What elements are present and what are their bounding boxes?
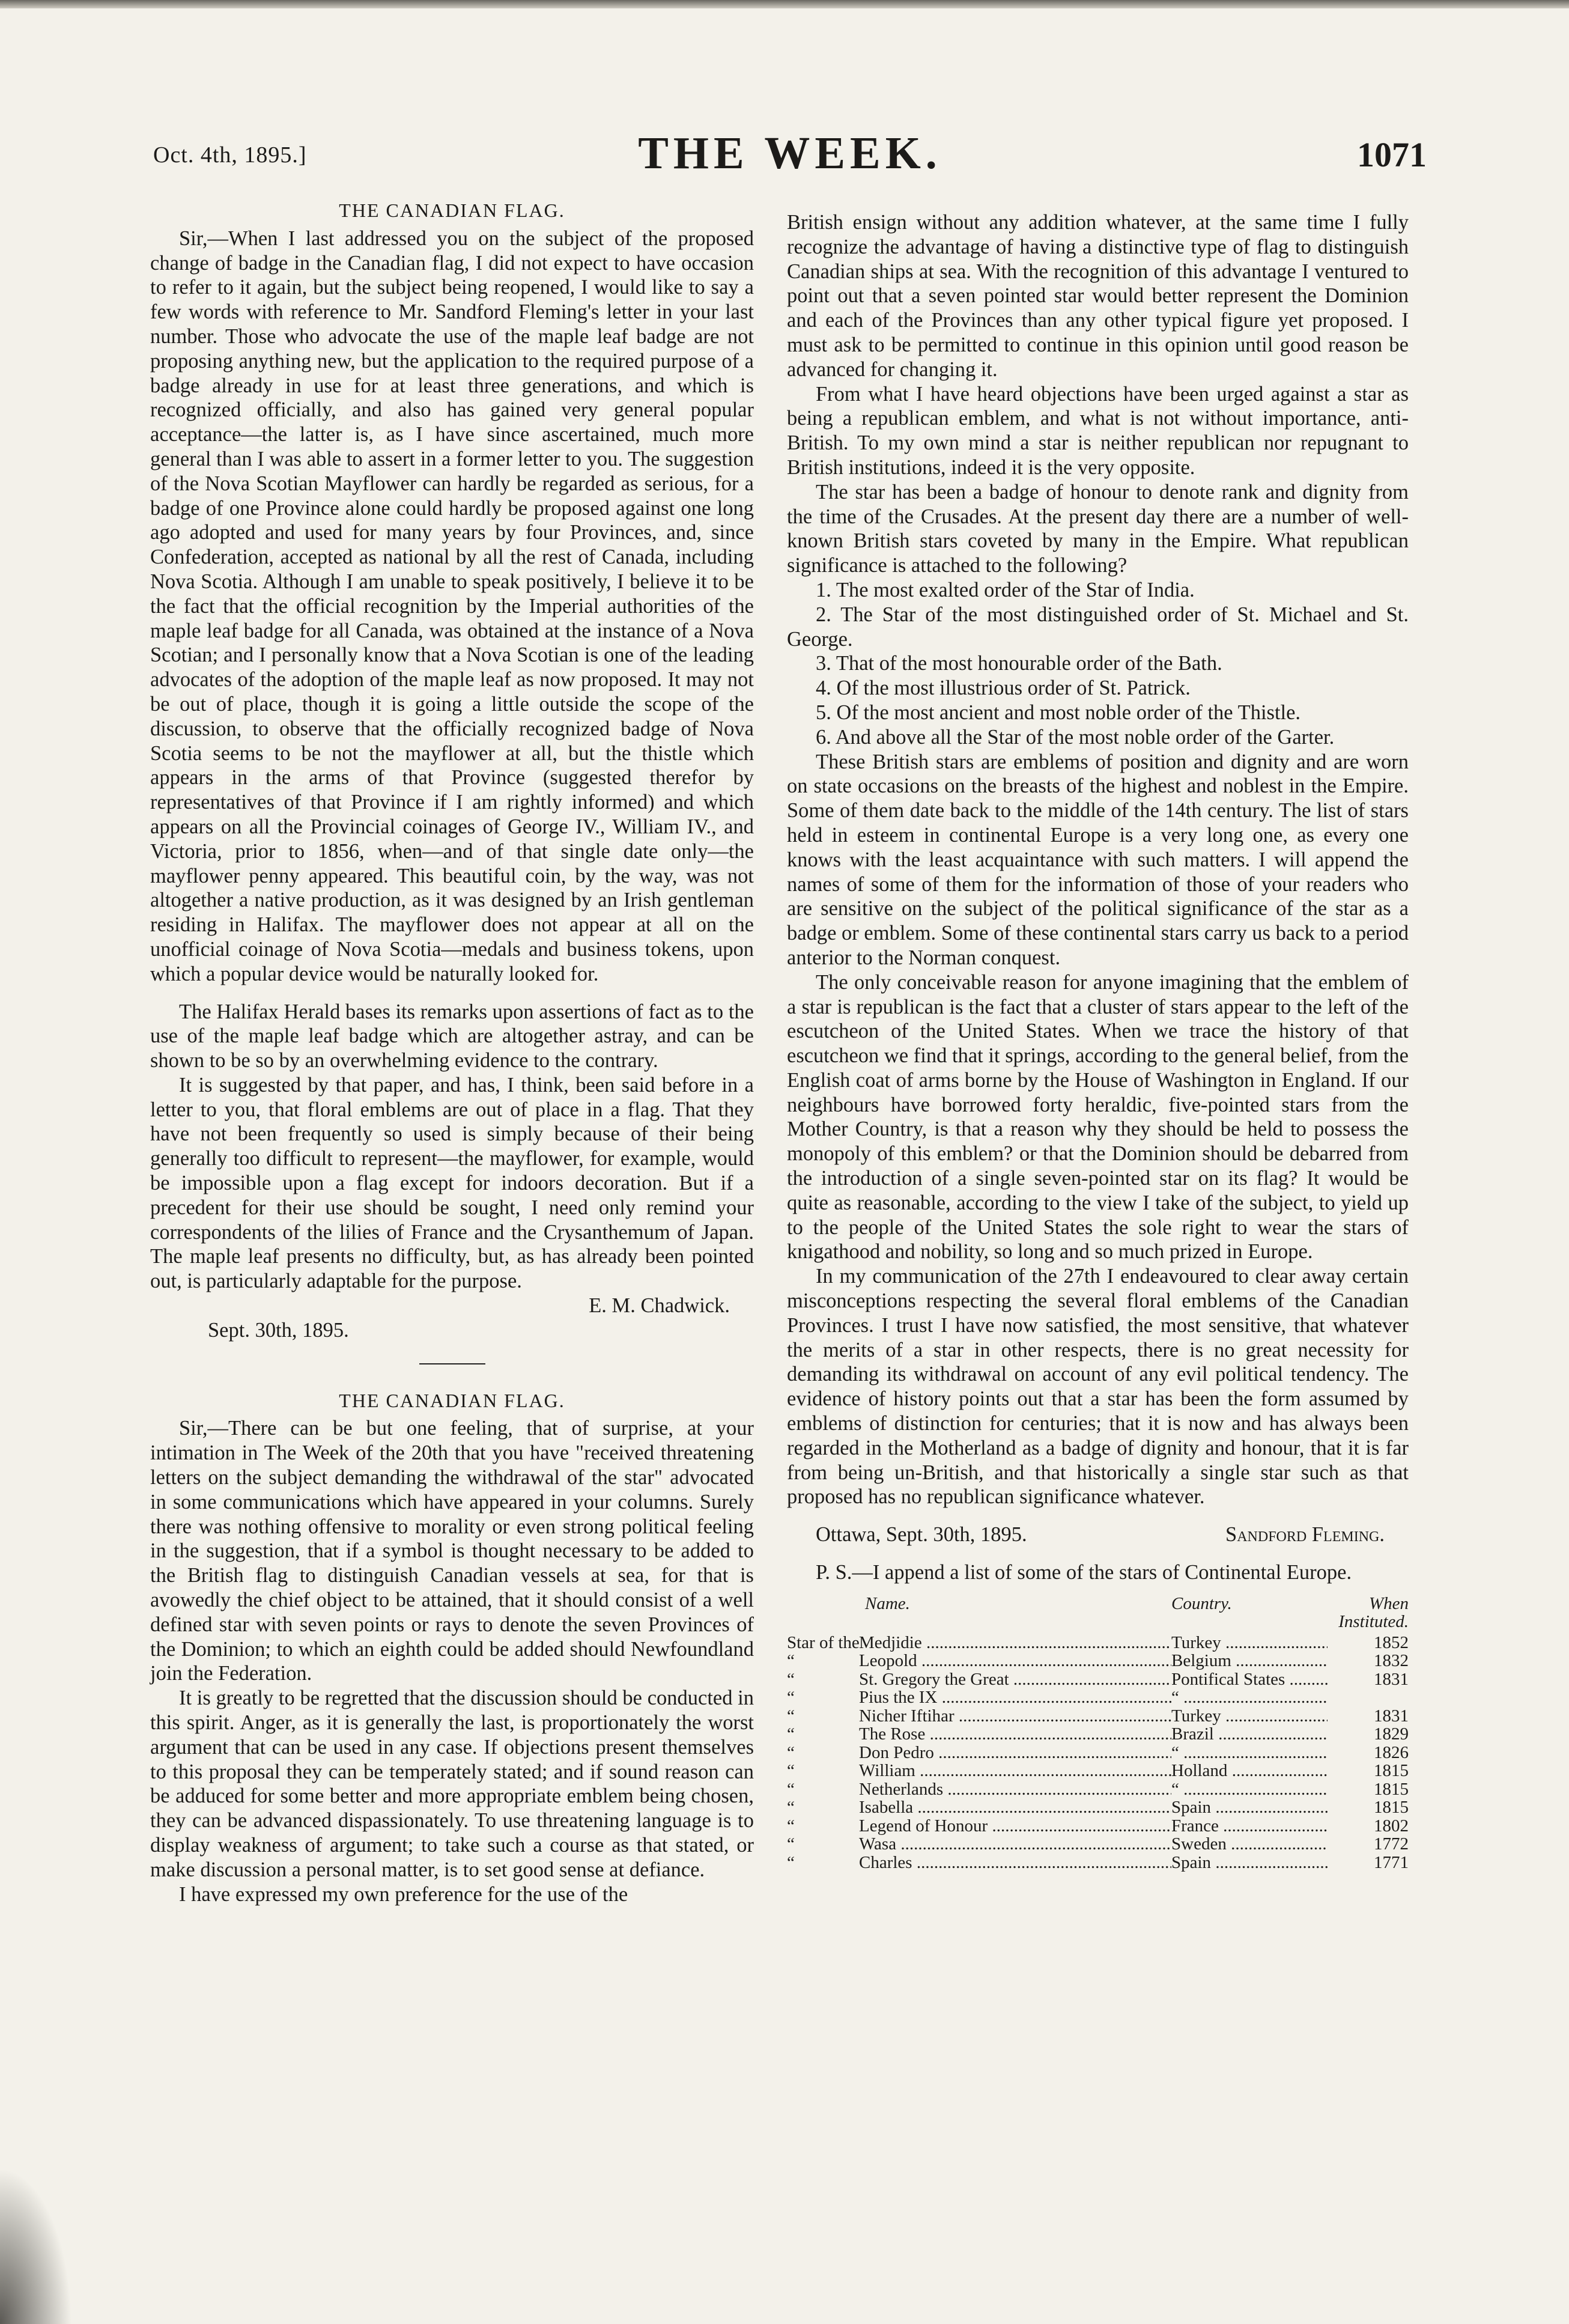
star-year: 1831 bbox=[1374, 1706, 1409, 1726]
star-year: 1832 bbox=[1374, 1651, 1409, 1671]
body-paragraph: The only conceivable reason for anyone imagining that the emblem of a star is republican is the fact that a cluster of stars appear to the left of the escutcheon of the United States. When we trace the history of that escutcheon we find that it springs, according to the general belief, from the English coat of arms borne by the House of Washington in England. If our neighbours have borrowed forty heraldic, five-pointed stars from the Mother Country, is that a reason why they should be held to possess the monopoly of this emblem? or that the Dominion should be debarred from the introduction of a single seven-pointed star on its flag? It would be quite as reasonable, according to the view I take of the subject, to yield up to the people of the United States the sole right to wear the stars of knigathood and nobility, so long and so much prized in Europe. bbox=[787, 970, 1409, 1264]
star-prefix: “ bbox=[787, 1688, 795, 1708]
star-name: Leopold ..... bbox=[859, 1652, 1171, 1670]
header-country: Country. bbox=[1171, 1593, 1232, 1613]
star-country: Brazil ..... bbox=[1171, 1725, 1328, 1744]
star-prefix: “ bbox=[787, 1779, 795, 1799]
star-name: William ..... bbox=[859, 1762, 1171, 1780]
star-year: 1815 bbox=[1374, 1798, 1409, 1818]
star-country: Turkey ..... bbox=[1171, 1707, 1328, 1726]
star-year: 1815 bbox=[1374, 1761, 1409, 1781]
body-paragraph: In my communication of the 27th I endeavoured to clear away certain misconceptions respecting the several floral emblems of the Canadian Provinces. I trust I have now satisfied, the most sensitive, that whatever the merits of a star in other respects, there is no great necessity for demanding its withdrawal on account of any evil political tendency. The evidence of history points out that a star has been the form assumed by emblems of distinction for centuries; that it is now and has always been regarded in the Motherland as a badge of dignity and honour, that it is far from being un-British, and that historically a single star such as that proposed has no republican significance whatever. bbox=[787, 1265, 1409, 1509]
star-prefix: “ bbox=[787, 1761, 795, 1781]
star-year: 1772 bbox=[1374, 1834, 1409, 1854]
star-year: 1826 bbox=[1374, 1742, 1409, 1762]
order-item: 1. The most exalted order of the Star of India. bbox=[816, 578, 1195, 601]
letter1-heading: THE CANADIAN FLAG. bbox=[339, 199, 565, 221]
star-country: “ ..... bbox=[1171, 1780, 1328, 1799]
table-row bbox=[787, 1744, 1409, 1762]
star-prefix: “ bbox=[787, 1724, 795, 1744]
star-country: Holland ..... bbox=[1171, 1762, 1328, 1780]
table-row bbox=[787, 1762, 1409, 1780]
star-name: Wasa ..... bbox=[859, 1835, 1171, 1854]
star-year: 1771 bbox=[1374, 1852, 1409, 1872]
table-row bbox=[787, 1652, 1409, 1670]
star-year bbox=[1328, 1688, 1409, 1707]
letter2-signature-line bbox=[787, 1522, 1409, 1547]
star-country: Spain ..... bbox=[1171, 1798, 1328, 1817]
star-name: Charles ..... bbox=[859, 1854, 1171, 1872]
star-name: Legend of Honour ..... bbox=[859, 1817, 1171, 1836]
star-country: “ ..... bbox=[1171, 1688, 1328, 1707]
order-item: 3. That of the most honourable order of the Bath. bbox=[816, 652, 1222, 675]
star-year: 1802 bbox=[1374, 1816, 1409, 1836]
star-name: Pius the IX ..... bbox=[859, 1688, 1171, 1707]
letter2-paragraph: Sir,—There can be but one feeling, that of surprise, at your intimation in The Week of the 20th that you have "received threatening letters on the subject demanding the withdrawal of the star" advocated in some communications which have appeared in your columns. Surely there was nothing offensive to morality or even strong political feeling in the suggestion, that if a symbol is thought necessary to be added to the British flag to distinguish Canadian vessels at sea, for that is avowedly the chief object to be attained, that it should consist of a well defined star with seven points or rays to denote the seven Provinces of the Dominion; to which an eighth could be added should Newfoundland join the Federation. bbox=[150, 1417, 754, 1685]
star-country: “ ..... bbox=[1171, 1744, 1328, 1762]
order-item: 6. And above all the Star of the most noble order of the Garter. bbox=[816, 725, 1335, 749]
table-row bbox=[787, 1707, 1409, 1726]
table-row bbox=[787, 1798, 1409, 1817]
letter2-heading: THE CANADIAN FLAG. bbox=[339, 1389, 565, 1411]
star-year: 1831 bbox=[1374, 1669, 1409, 1689]
page-header bbox=[153, 127, 1427, 193]
star-name: St. Gregory the Great ..... bbox=[859, 1670, 1171, 1689]
star-country: Belgium ..... bbox=[1171, 1652, 1328, 1670]
star-country: Sweden ..... bbox=[1171, 1835, 1328, 1854]
star-country: France ..... bbox=[1171, 1817, 1328, 1836]
star-name: Isabella ..... bbox=[859, 1798, 1171, 1817]
letter1-signature: E. M. Chadwick. bbox=[589, 1294, 730, 1318]
left-column bbox=[150, 198, 754, 1906]
star-year: 1829 bbox=[1374, 1724, 1409, 1744]
star-name: Don Pedro ..... bbox=[859, 1744, 1171, 1762]
letter2-paragraph: It is greatly to be regretted that the discussion should be conducted in this spirit. Anger, as it is generally the last, is proportionately the worst argument that can be used in any case. If objections present themselves to this proposal they can be temperately stated; and if sound reason can be adduced for some better and more appropriate emblem being chosen, they can be advanced dispassionately. To use threatening language is to display weakness of argument; to take such a course as that stated, or make discussion a personal matter, is to set good sense at defiance. bbox=[150, 1687, 754, 1881]
star-country: Pontifical States ..... bbox=[1171, 1670, 1328, 1689]
order-item: 2. The Star of the most distinguished order of St. Michael and St. George. bbox=[787, 603, 1409, 651]
star-name: Medjidie ..... bbox=[859, 1634, 1171, 1652]
table-row bbox=[787, 1854, 1409, 1872]
publication-title: THE WEEK. bbox=[638, 128, 942, 178]
body-paragraph: These British stars are emblems of position and dignity and are worn on state occasions on the breasts of the highest and noblest in the Empire. Some of them date back to the middle of the 14th century. The list of stars held in esteem in continental Europe is a very long one, as every one knows with the least acquaintance with such matters. I will append the names of some of them for the information of those of your readers who are sensitive on the subject of the political significance of the star as a badge or emblem. Some of these continental stars carry us back to a period anterior to the Norman conquest. bbox=[787, 750, 1409, 969]
star-prefix: “ bbox=[787, 1834, 795, 1854]
header-instituted: When Instituted. bbox=[1338, 1593, 1409, 1632]
page-number: 1071 bbox=[1357, 135, 1427, 174]
postscript: P. S.—I append a list of some of the stars of Continental Europe. bbox=[816, 1561, 1352, 1584]
table-row bbox=[787, 1670, 1409, 1689]
star-country: Turkey ..... bbox=[1171, 1634, 1328, 1652]
letter2-dateline: Ottawa, Sept. 30th, 1895. bbox=[816, 1523, 1027, 1547]
letter1-paragraph: Sir,—When I last addressed you on the subject of the proposed change of badge in the Canadian flag, I did not expect to have occasion to refer to it again, but the subject being reopened, I would like to say a few words with reference to Mr. Sandford Fleming's letter in your last number. Those who advocate the use of the maple leaf badge are not proposing anything new, but the application to the required purpose of a badge already in use for at least three generations, and which is recognized officially, and also has gained very general popular acceptance—the latter is, as I have since ascertained, much more general than I was able to assert in a former letter to you. The suggestion of the Nova Scotian Mayflower can hardly be regarded as serious, for a badge of one Province alone could hardly be proposed against one long ago adopted and used for many years by four Provinces, and, since Confederation, accepted as national by all the rest of Canada, including Nova Scotia. Although I am unable to speak positively, I believe it to be the fact that the official recognition by the Imperial authorities of the maple leaf badge for all Canada, was obtained at the instance of a Nova Scotian; and I personally know that a Nova Scotian is one of the leading advocates of the adoption of the maple leaf as now proposed. It may not be out of place, though it is going a little outside the scope of the discussion, to observe that the officially recognized badge of Nova Scotia seems to be not the mayflower at all, but the thistle which appears in the arms of that Province (suggested therefor by representatives of that Province if I am rightly informed) and which appears on all the Provincial coinages of George IV., William IV., and Victoria, prior to 1856, when—and of that single date only—the mayflower penny appeared. This beautiful coin, by the way, was not altogether a native production, as it was designed by an Irish gentleman residing in Halifax. The mayflower does not appear at all on the unofficial coinage of Nova Scotia—medals and business tokens, upon which a popular device would be naturally looked for. bbox=[150, 227, 754, 985]
star-name: Netherlands ..... bbox=[859, 1780, 1171, 1799]
page-edge-shadow bbox=[0, 2168, 72, 2324]
page-top-edge bbox=[0, 0, 1569, 8]
order-item: 4. Of the most illustrious order of St. Patrick. bbox=[816, 677, 1191, 700]
star-prefix: “ bbox=[787, 1798, 795, 1818]
issue-date: Oct. 4th, 1895.] bbox=[153, 142, 307, 168]
table-row bbox=[787, 1835, 1409, 1854]
body-paragraph: The star has been a badge of honour to denote rank and dignity from the time of the Crusades. At the present day there are a number of well-known British stars coveted by many in the Empire. What republican significance is attached to the following? bbox=[787, 480, 1409, 577]
letter2-paragraph: I have expressed my own preference for the use of the bbox=[179, 1882, 628, 1906]
star-year: 1815 bbox=[1374, 1779, 1409, 1799]
order-item: 5. Of the most ancient and most noble order of the Thistle. bbox=[816, 701, 1301, 724]
star-prefix: “ bbox=[787, 1706, 795, 1726]
star-prefix: Star of the bbox=[787, 1632, 860, 1652]
star-prefix: “ bbox=[787, 1816, 795, 1836]
star-name: Nicher Iftihar ..... bbox=[859, 1707, 1171, 1726]
stars-table-body bbox=[787, 1634, 1409, 1872]
star-year: 1852 bbox=[1374, 1632, 1409, 1652]
letter1-signature-line bbox=[150, 1294, 754, 1318]
letter2-signature: Sandford Fleming. bbox=[1225, 1523, 1385, 1547]
continued-paragraph: British ensign without any addition whatever, at the same time I fully recognize the advantage of having a distinctive type of flag to distinguish Canadian ships at sea. With the recognition of this advantage I ventured to point out that a seven pointed star would better represent the Dominion and each of the Provinces than any other typical figure yet proposed. I must ask to be permitted to continue in this opinion until good reason be advanced for changing it. bbox=[787, 211, 1409, 381]
star-prefix: “ bbox=[787, 1651, 795, 1671]
body-paragraph: From what I have heard objections have been urged against a star as being a republican emblem, and what is not without importance, anti-British. To my own mind a star is neither republican nor repugnant to British institutions, indeed it is the very opposite. bbox=[787, 382, 1409, 479]
star-prefix: “ bbox=[787, 1669, 795, 1689]
section-divider bbox=[419, 1363, 485, 1364]
letter1-paragraph: It is suggested by that paper, and has, I think, been said before in a letter to you, that floral emblems are out of place in a flag. That they have not been frequently so used is simply because of their being generally too difficult to represent—the mayflower, for example, would be impossible upon a flag except for indoors decoration. But if a precedent for their use should be sought, I need only remind your correspondents of the lilies of France and the Crysanthemum of Japan. The maple leaf presents no difficulty, but, as has already been pointed out, is particularly adaptable for the purpose. bbox=[150, 1073, 754, 1293]
star-name: The Rose ..... bbox=[859, 1725, 1171, 1744]
header-name: Name. bbox=[865, 1593, 910, 1613]
table-row bbox=[787, 1634, 1409, 1652]
stars-table-header bbox=[787, 1595, 1409, 1631]
table-row bbox=[787, 1817, 1409, 1836]
letter1-date: Sept. 30th, 1895. bbox=[208, 1318, 349, 1342]
star-prefix: “ bbox=[787, 1852, 795, 1872]
table-row bbox=[787, 1725, 1409, 1744]
table-row bbox=[787, 1780, 1409, 1799]
table-row bbox=[787, 1688, 1409, 1707]
star-country: Spain ..... bbox=[1171, 1854, 1328, 1872]
right-column bbox=[787, 210, 1409, 1872]
stars-table bbox=[787, 1595, 1409, 1872]
star-prefix: “ bbox=[787, 1742, 795, 1762]
letter1-paragraph: The Halifax Herald bases its remarks upon assertions of fact as to the use of the maple leaf badge which are altogether astray, and can be shown to be so by an overwhelming evidence to the contrary. bbox=[150, 1000, 754, 1072]
